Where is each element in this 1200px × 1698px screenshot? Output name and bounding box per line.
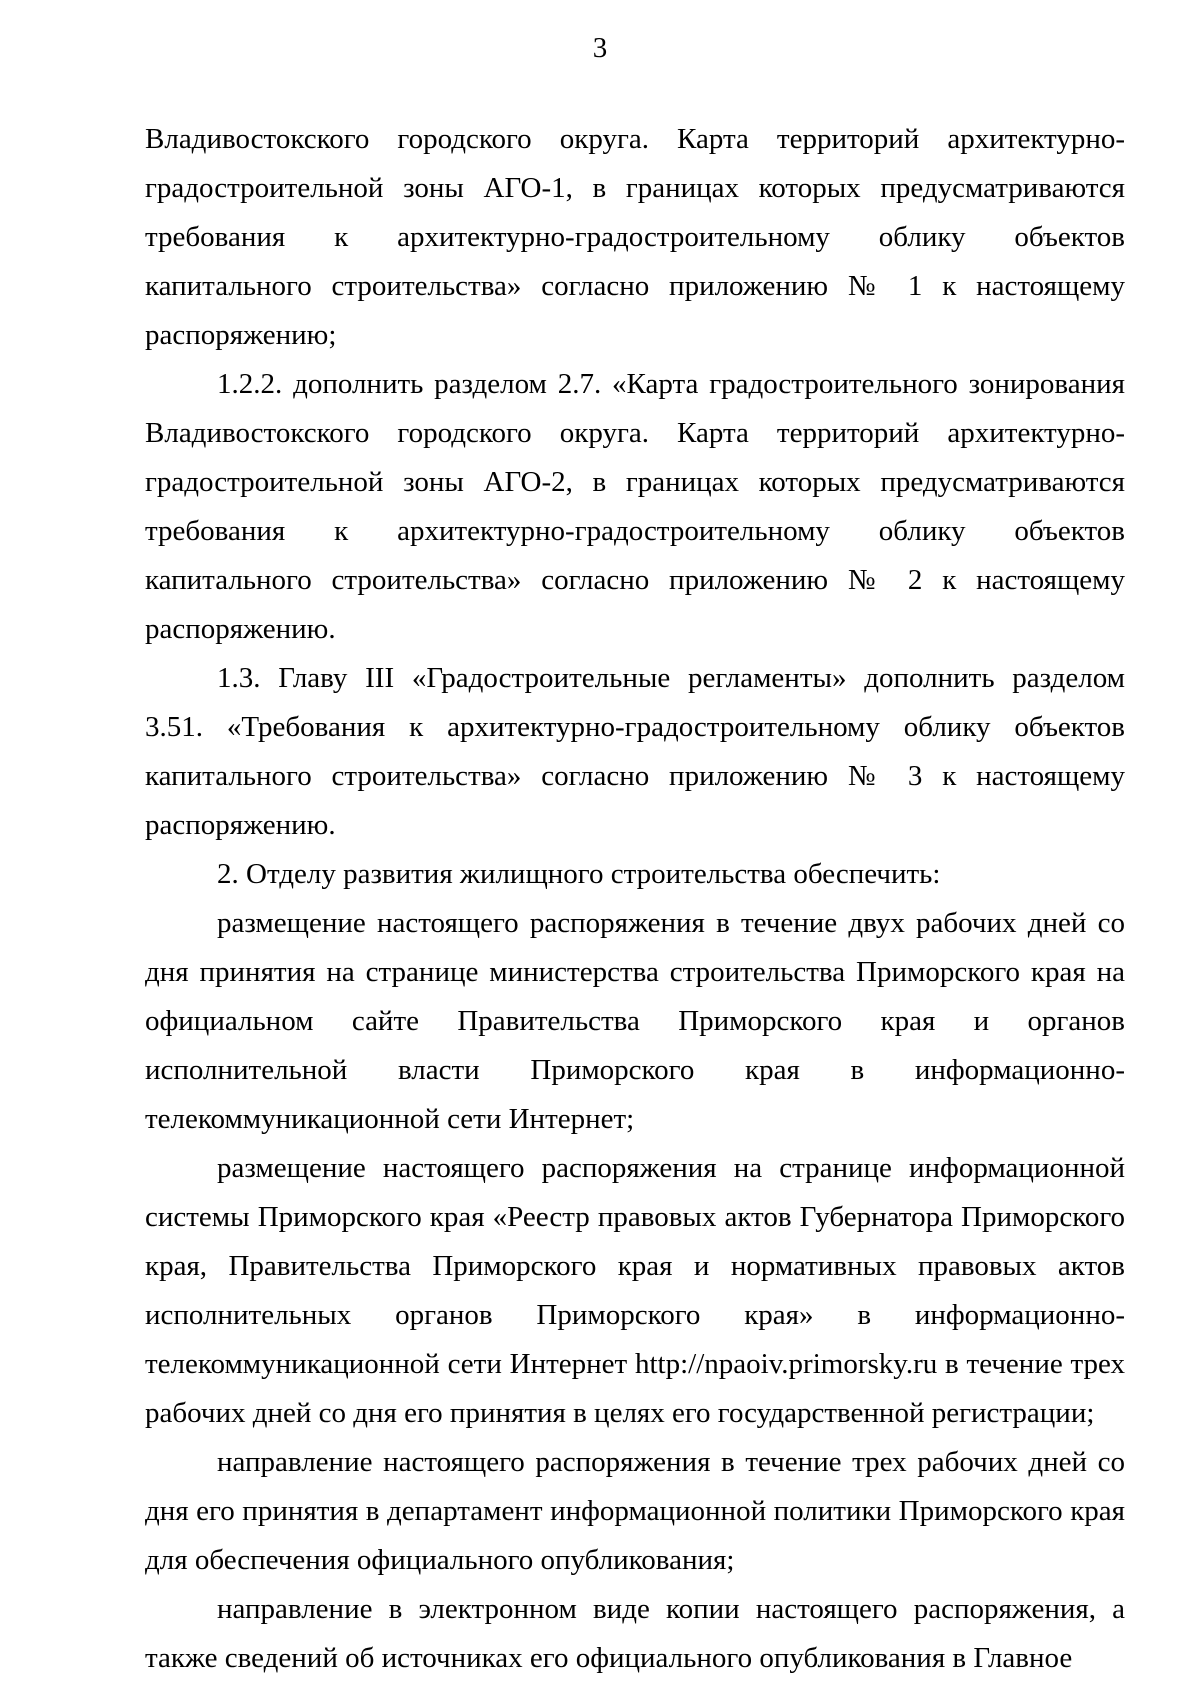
- paragraph-1-2-2: 1.2.2. дополнить разделом 2.7. «Карта градостроительного зонирования Владивостокского городского округа. Карта территорий архитектурно-градостроительной зоны АГО-2, в границах которых предусматриваются требования к архитектурно-градостроительному облику объектов капитального строительства» согласно приложению № 2 к настоящему распоряжению.: [145, 368, 1125, 645]
- document-body: [145, 115, 1125, 1683]
- paragraph-placement-registry: размещение настоящего распоряжения на странице информационной системы Приморского края «Реестр правовых актов Губернатора Приморского края, Правительства Приморского края и нормативных правовых актов исполнительных органов Приморского края» в информационно-телекоммуникационной сети Интернет http://npaoiv.primorsky.ru в течение трех рабочих дней со дня его принятия в целях его государственной регистрации;: [145, 1152, 1125, 1429]
- paragraph-placement-ministry-page: размещение настоящего распоряжения в течение двух рабочих дней со дня принятия на странице министерства строительства Приморского края на официальном сайте Правительства Приморского края и органов исполнительной власти Приморского края в информационно-телекоммуникационной сети Интернет;: [145, 907, 1125, 1135]
- paragraph-direction-electronic: направление в электронном виде копии настоящего распоряжения, а также сведений об источниках его официального опубликования в Главное: [145, 1593, 1125, 1674]
- paragraph-2: 2. Отделу развития жилищного строительства обеспечить:: [217, 858, 941, 890]
- paragraph-direction-publication: направление настоящего распоряжения в течение трех рабочих дней со дня его принятия в департамент информационной политики Приморского края для обеспечения официального опубликования;: [145, 1446, 1125, 1576]
- paragraph-continuation: Владивостокского городского округа. Карта территорий архитектурно-градостроительной зоны АГО-1, в границах которых предусматриваются требования к архитектурно-градостроительному облику объектов капитального строительства» согласно приложению № 1 к настоящему распоряжению;: [145, 123, 1125, 351]
- page-number: 3: [592, 32, 608, 64]
- paragraph-1-3: 1.3. Главу III «Градостроительные регламенты» дополнить разделом 3.51. «Требования к архитектурно-градостроительному облику объектов капитального строительства» согласно приложению № 3 к настоящему распоряжению.: [145, 662, 1125, 841]
